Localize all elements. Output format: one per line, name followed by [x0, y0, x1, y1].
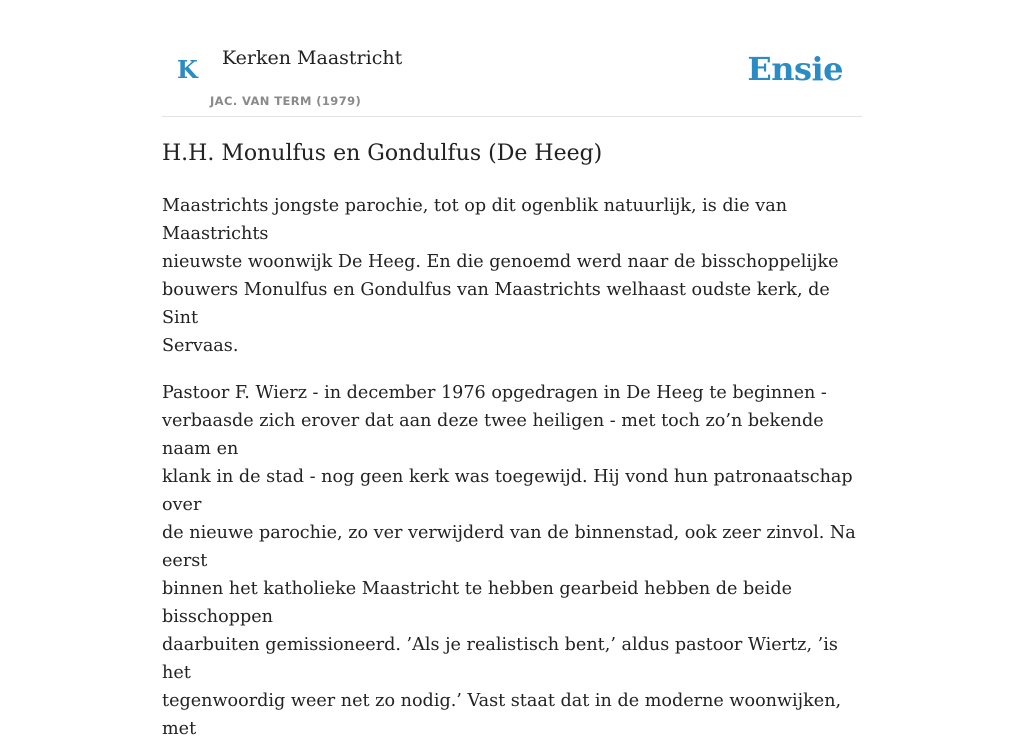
book-author: JAC. VAN TERM (1979)	[210, 94, 362, 108]
article-paragraph-1	[162, 192, 862, 360]
paragraph-line: tegenwoordig weer net zo nodig.’ Vast staat dat in de moderne woonwijken, met	[162, 691, 842, 739]
ensie-logo-link[interactable]: Ensie	[747, 50, 843, 88]
paragraph-line: Pastoor F. Wierz - in december 1976 opgedragen in De Heeg te beginnen -	[162, 383, 827, 403]
paragraph-line: verbaasde zich erover dat aan deze twee heiligen - met toch zo’n bekende naam en	[162, 411, 824, 459]
article-paragraph-2	[162, 379, 862, 743]
paragraph-line: bouwers Monulfus en Gondulfus van Maastrichts welhaast oudste kerk, de Sint	[162, 280, 830, 328]
book-title[interactable]: Kerken Maastricht	[222, 47, 403, 69]
book-logo-link[interactable]: K	[177, 55, 198, 84]
article	[162, 138, 862, 743]
paragraph-line: nieuwste woonwijk De Heeg. En die genoemd werd naar de bisschoppelijke	[162, 252, 839, 272]
site-header	[162, 0, 862, 117]
article-title: H.H. Monulfus en Gondulfus (De Heeg)	[162, 141, 603, 166]
paragraph-line: binnen het katholieke Maastricht te hebben gearbeid hebben de beide bisschoppen	[162, 579, 792, 627]
paragraph-line: Servaas.	[162, 336, 239, 356]
paragraph-line: daarbuiten gemissioneerd. ’Als je realistisch bent,’ aldus pastoor Wiertz, ’is het	[162, 635, 838, 683]
paragraph-line: klank in de stad - nog geen kerk was toegewijd. Hij vond hun patronaatschap over	[162, 467, 853, 515]
paragraph-line: de nieuwe parochie, zo ver verwijderd van de binnenstad, ook zeer zinvol. Na eerst	[162, 523, 856, 571]
paragraph-line: Maastrichts jongste parochie, tot op dit ogenblik natuurlijk, is die van Maastrichts	[162, 196, 788, 244]
